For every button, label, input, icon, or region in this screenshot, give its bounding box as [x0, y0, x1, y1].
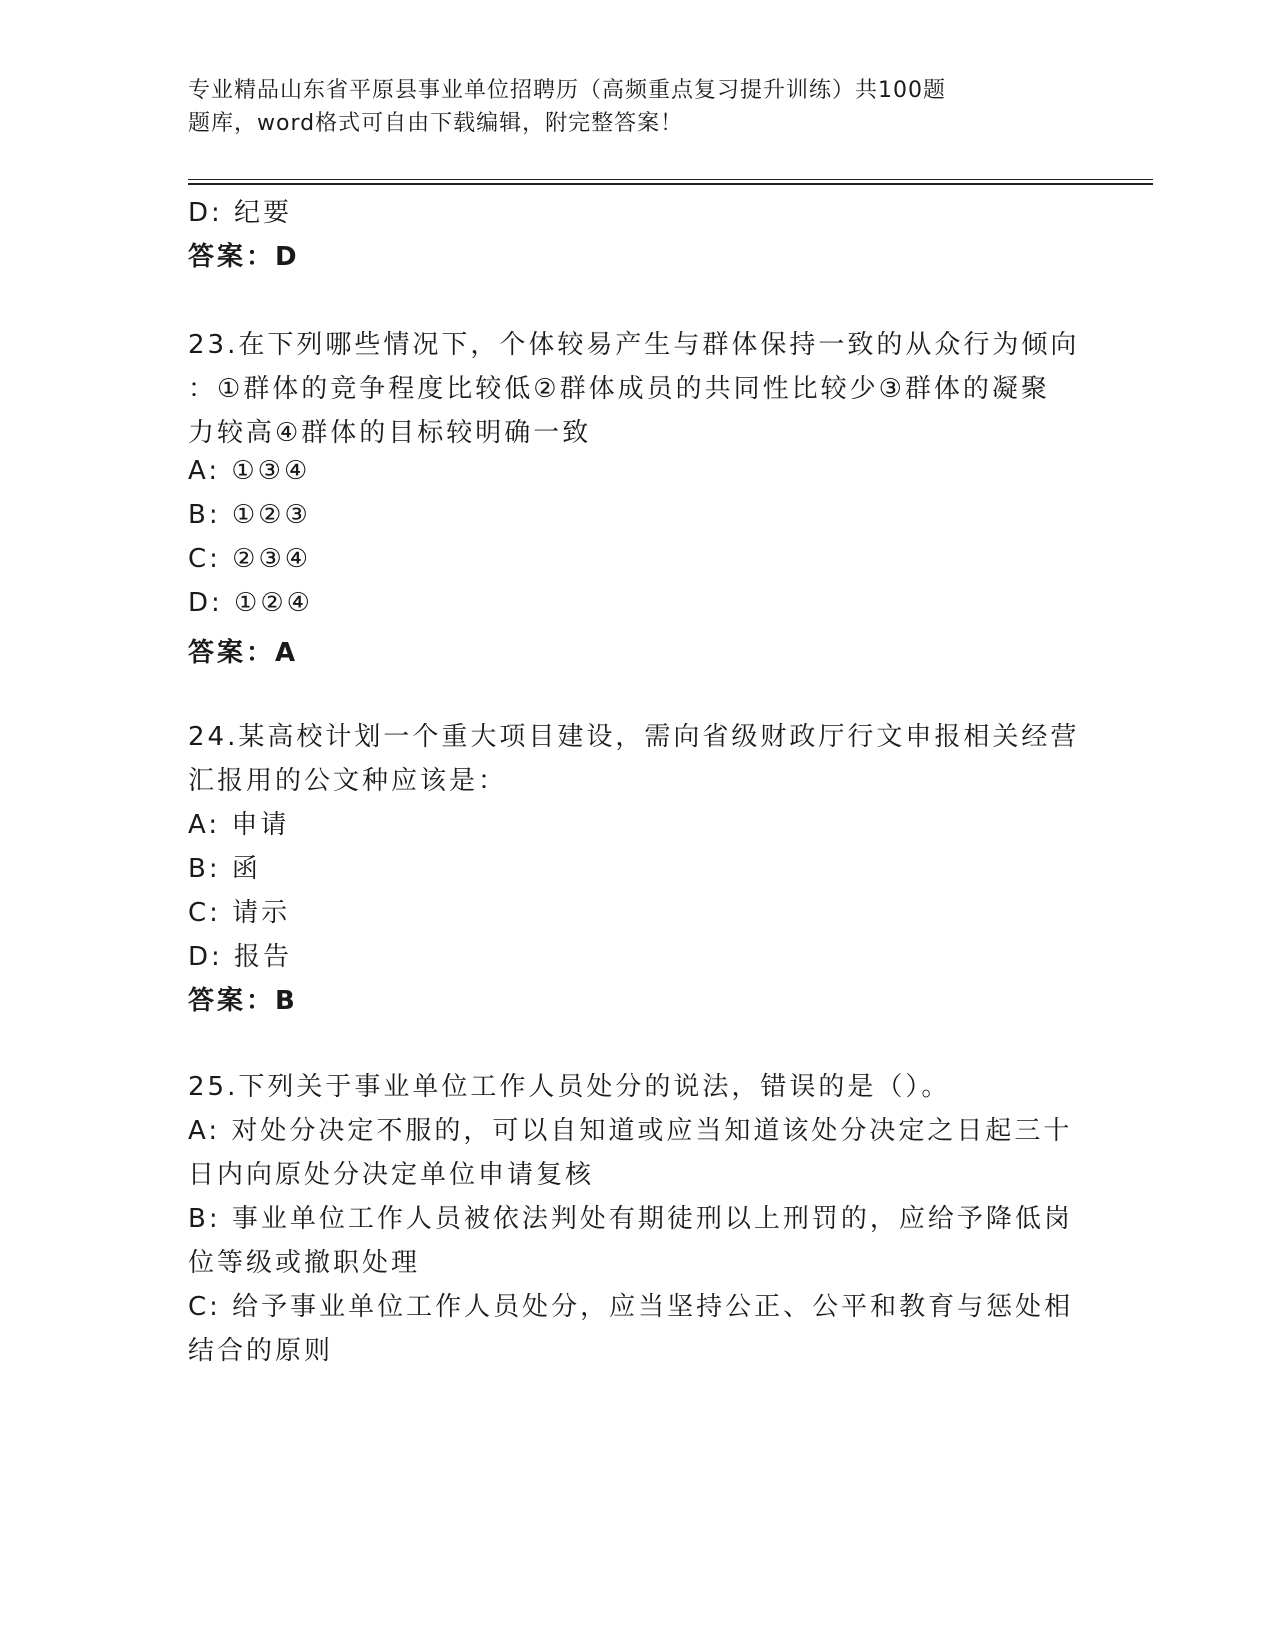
question-24-option-d: D: 报告 [188, 942, 293, 972]
prev-answer: 答案：D [188, 242, 300, 272]
header-line-1: 专业精品山东省平原县事业单位招聘历（高频重点复习提升训练）共100题 [188, 78, 946, 103]
question-23-stem-line-3: 力较高④群体的目标较明确一致 [188, 418, 592, 448]
question-25-option-a-line-1: A: 对处分决定不服的，可以自知道或应当知道该处分决定之日起三十 [188, 1116, 1073, 1146]
question-24-stem-line-1: 24.某高校计划一个重大项目建设，需向省级财政厅行文申报相关经营 [188, 722, 1080, 752]
question-23-stem-line-2: ：①群体的竞争程度比较低②群体成员的共同性比较少③群体的凝聚 [188, 374, 1050, 404]
question-25-stem: 25.下列关于事业单位工作人员处分的说法，错误的是（）。 [188, 1072, 951, 1102]
question-25-option-c-line-2: 结合的原则 [188, 1336, 334, 1366]
question-25-option-a-line-2: 日内向原处分决定单位申请复核 [188, 1160, 595, 1190]
question-24-option-c: C: 请示 [188, 898, 291, 928]
page-header [188, 74, 1048, 140]
question-24-answer: 答案：B [188, 986, 298, 1016]
question-24-option-a: A: 申请 [188, 810, 290, 840]
question-25-option-b-line-1: B: 事业单位工作人员被依法判处有期徒刑以上刑罚的，应给予降低岗 [188, 1204, 1073, 1234]
question-25-option-c-line-1: C: 给予事业单位工作人员处分，应当坚持公正、公平和教育与惩处相 [188, 1292, 1074, 1322]
question-24-option-b: B: 函 [188, 854, 261, 884]
question-23-answer: 答案：A [188, 638, 299, 668]
question-23-stem-line-1: 23.在下列哪些情况下，个体较易产生与群体保持一致的从众行为倾向 [188, 330, 1080, 360]
header-line-2: 题库，word格式可自由下载编辑，附完整答案！ [188, 111, 684, 136]
question-24-stem-line-2: 汇报用的公文种应该是： [188, 766, 508, 796]
question-23-option-b: B: ①②③ [188, 500, 311, 530]
header-rule-thick [188, 183, 1153, 185]
question-23-option-a: A: ①③④ [188, 456, 311, 486]
question-25-option-b-line-2: 位等级或撤职处理 [188, 1248, 421, 1278]
question-23-option-c: C: ②③④ [188, 544, 312, 574]
prev-option-d: D: 纪要 [188, 198, 293, 228]
question-23-option-d: D: ①②④ [188, 588, 313, 618]
header-rule-thin [188, 179, 1153, 180]
